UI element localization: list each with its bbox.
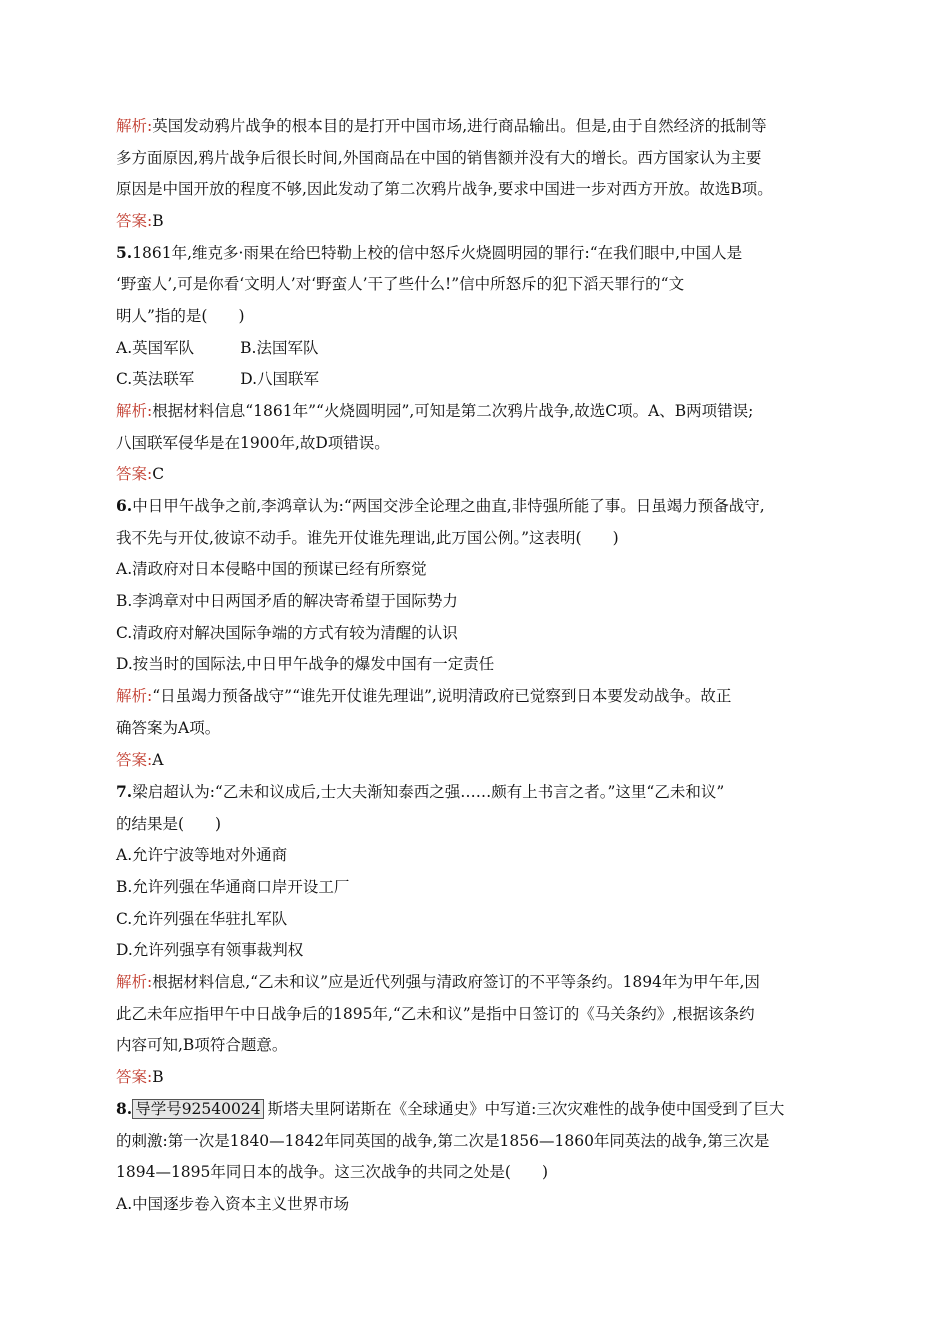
analysis-label: 解析: [116,117,153,135]
q7-analysis-line-2: 此乙未年应指甲午中日战争后的1895年,“乙未和议”是指中日签订的《马关条约》,根据该条约 [116,1005,755,1023]
q7-stem-line-1: 7.梁启超认为:“乙未和议成后,士大夫渐知泰西之强……颇有上书言之者。”这里“乙未和议” [116,782,725,801]
q8-stem-line-1: 8. 导学号92540024 斯塔夫里阿诺斯在《全球通史》中写道:三次灾难性的战争使中国受到了巨大 [116,1099,785,1118]
q5-option-d: D.八国联军 [240,370,320,388]
q5-options-row-2 [116,368,319,390]
q7-answer: 答案:B [116,1068,164,1086]
q4-analysis-line-3: 原因是中国开放的程度不够,因此发动了第二次鸦片战争,要求中国进一步对西方开放。故选B项。 [116,180,773,198]
q4-analysis-line-2: 多方面原因,鸦片战争后很长时间,外国商品在中国的销售额并没有大的增长。西方国家认为主要 [116,149,762,167]
analysis-label: 解析: [116,687,153,705]
q5-stem-line-2: ‘野蛮人’,可是你看‘文明人’对‘野蛮人’干了些什么!”信中所怒斥的犯下滔天罪行的“文 [116,275,685,293]
q8-stem-line-2: 的刺激:第一次是1840—1842年同英国的战争,第二次是1856—1860年同英法的战争,第三次是 [116,1132,770,1150]
q5-options-row-1 [116,337,318,359]
q5-stem-line-3: 明人”指的是( ) [116,307,245,325]
q6-stem-line-2: 我不先与开仗,彼谅不动手。谁先开仗谁先理诎,此万国公例。”这表明( ) [116,529,619,547]
answer-label: 答案: [116,1068,153,1086]
question-number: 7. [116,782,133,801]
q4-answer: 答案:B [116,212,164,230]
q6-option-a: A.清政府对日本侵略中国的预谋已经有所察觉 [116,560,427,578]
q7-analysis-line-1: 解析:根据材料信息,“乙未和议”应是近代列强与清政府签订的不平等条约。1894年为甲午年,因 [116,973,760,991]
q7-stem-line-2: 的结果是( ) [116,815,222,833]
q5-analysis-line-1: 解析:根据材料信息“1861年”“火烧圆明园”,可知是第二次鸦片战争,故选C项。A、B两项错误; [116,402,754,420]
question-number: 5. [116,243,133,262]
q8-option-a: A.中国逐步卷入资本主义世界市场 [116,1195,350,1213]
answer-label: 答案: [116,212,153,230]
q5-option-b: B.法国军队 [240,339,319,357]
q6-stem-line-1: 6.中日甲午战争之前,李鸿章认为:“两国交涉全论理之曲直,非恃强所能了事。日虽竭力预备战守, [116,496,765,515]
q5-stem-line-1: 5.1861年,维克多·雨果在给巴特勒上校的信中怒斥火烧圆明园的罪行:“在我们眼中,中国人是 [116,243,743,262]
q7-option-d: D.允许列强享有领事裁判权 [116,941,304,959]
q7-option-a: A.允许宁波等地对外通商 [116,846,288,864]
q6-option-d: D.按当时的国际法,中日甲午战争的爆发中国有一定责任 [116,655,495,673]
q5-option-c: C.英法联军 [116,370,195,388]
analysis-label: 解析: [116,402,153,420]
q6-option-b: B.李鸿章对中日两国矛盾的解决寄希望于国际势力 [116,592,458,610]
question-number: 6. [116,496,133,515]
q4-analysis-line-1: 解析:英国发动鸦片战争的根本目的是打开中国市场,进行商品输出。但是,由于自然经济的抵制等 [116,117,767,135]
q5-analysis-line-2: 八国联军侵华是在1900年,故D项错误。 [116,434,390,452]
question-number: 8. [116,1099,133,1118]
q7-option-b: B.允许列强在华通商口岸开设工厂 [116,878,350,896]
answer-label: 答案: [116,465,153,483]
q7-option-c: C.允许列强在华驻扎军队 [116,910,288,928]
q6-analysis-line-1: 解析:“日虽竭力预备战守”“谁先开仗谁先理诎”,说明清政府已觉察到日本要发动战争。故正 [116,687,732,705]
q6-analysis-line-2: 确答案为A项。 [116,719,221,737]
q7-analysis-line-3: 内容可知,B项符合题意。 [116,1036,288,1054]
q8-stem-line-3: 1894—1895年同日本的战争。这三次战争的共同之处是( ) [116,1163,548,1181]
q6-answer: 答案:A [116,751,164,769]
answer-label: 答案: [116,751,153,769]
analysis-label: 解析: [116,973,153,991]
q5-answer: 答案:C [116,465,165,483]
q5-option-a: A.英国军队 [116,339,195,357]
guide-number-tag[interactable]: 导学号92540024 [132,1099,263,1119]
q6-option-c: C.清政府对解决国际争端的方式有较为清醒的认识 [116,624,458,642]
